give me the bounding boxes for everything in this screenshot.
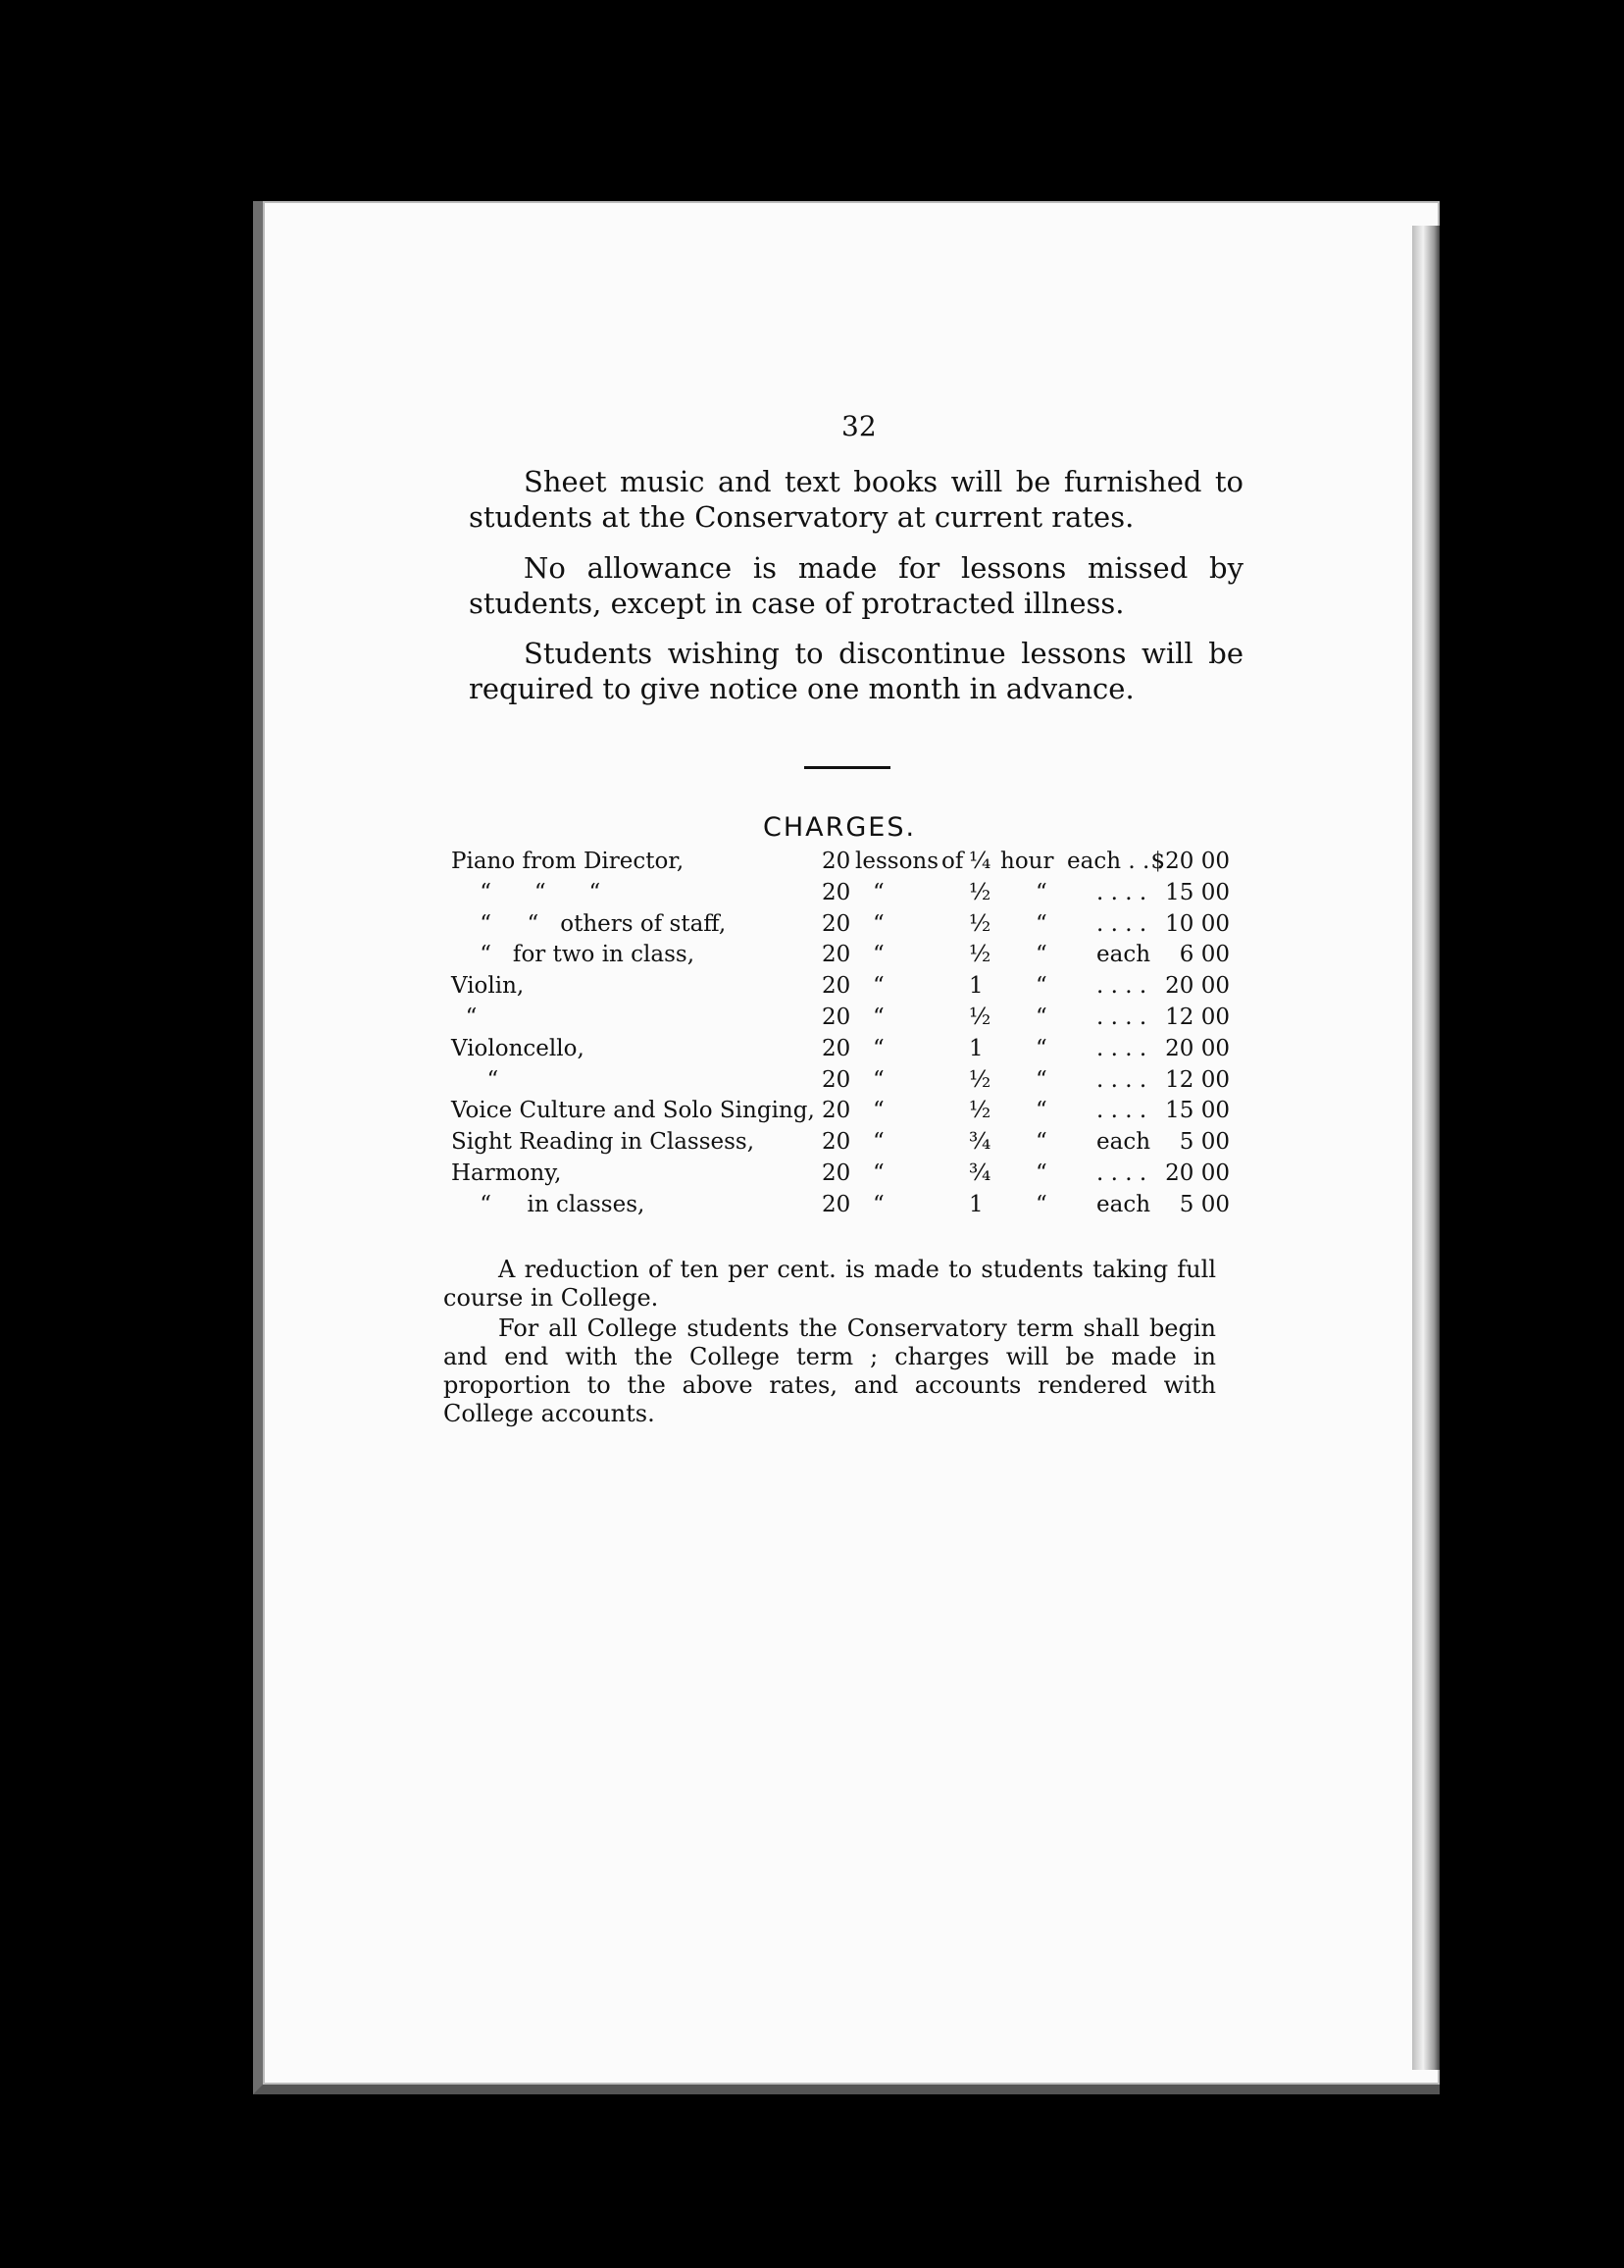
row-label: “ (451, 1066, 499, 1093)
section-divider (804, 766, 890, 769)
row-price: 20 00 (1165, 973, 1230, 1000)
row-unit: “ (873, 1035, 885, 1061)
book-edge (1412, 226, 1440, 2070)
charges-row (451, 880, 1236, 911)
note-reduction: A reduction of ten per cent. is made to students taking full course in College. (443, 1256, 1216, 1312)
row-label: “ “ “ (451, 879, 601, 905)
row-count: 20 (822, 973, 851, 1000)
row-fraction: 1 (969, 1035, 984, 1061)
row-price: 10 00 (1165, 910, 1230, 937)
row-count: 20 (822, 1098, 851, 1124)
row-count: 20 (822, 942, 851, 968)
row-price: 12 00 (1165, 1066, 1230, 1093)
charges-row (451, 1005, 1236, 1036)
row-unit: “ (873, 1098, 885, 1124)
row-unit: “ (873, 942, 885, 968)
row-rate: each (1096, 1191, 1151, 1217)
note-college-term: For all College students the Conservatory term shall begin and end with the College term ; charges will be made in proportion to the above rates, and accounts rendered with College accounts. (443, 1314, 1216, 1427)
row-fraction: ½ (969, 910, 991, 937)
row-hour: “ (1036, 879, 1047, 905)
paragraph-discontinue: Students wishing to discontinue lessons will be required to give notice one month in advance. (469, 637, 1243, 705)
row-rate: . . . . (1096, 1004, 1147, 1030)
row-price: 5 00 (1179, 1129, 1230, 1156)
row-price: 20 00 (1165, 1160, 1230, 1186)
row-label: “ “ others of staff, (451, 910, 727, 937)
row-price: 6 00 (1179, 942, 1230, 968)
row-hour: “ (1036, 1098, 1047, 1124)
row-fraction: ½ (969, 942, 991, 968)
charges-row (451, 911, 1236, 943)
row-price: 12 00 (1165, 1004, 1230, 1030)
row-fraction: ¼ (969, 849, 991, 874)
paragraph-allowance: No allowance is made for lessons missed by students, except in case of protracted illness. (469, 551, 1243, 620)
row-label: Sight Reading in Classess, (451, 1129, 755, 1156)
row-rate: . . . . (1096, 1160, 1147, 1186)
page-number: 32 (841, 410, 877, 442)
row-count: 20 (822, 1004, 851, 1030)
row-label: Voice Culture and Solo Singing, (451, 1098, 815, 1124)
row-rate: each (1096, 942, 1151, 968)
row-rate: each . . . (1067, 849, 1164, 874)
row-rate: . . . . (1096, 1035, 1147, 1061)
row-hour: “ (1036, 1160, 1047, 1186)
row-fraction: ½ (969, 879, 991, 905)
row-price: $20 00 (1150, 849, 1230, 874)
row-price: 15 00 (1165, 1098, 1230, 1124)
row-hour: “ (1036, 942, 1047, 968)
row-hour: “ (1036, 1035, 1047, 1061)
row-rate: . . . . (1096, 1098, 1147, 1124)
row-hour: “ (1036, 1066, 1047, 1093)
row-rate: . . . . (1096, 1066, 1147, 1093)
row-hour: “ (1036, 910, 1047, 937)
charges-row (451, 942, 1236, 973)
row-unit: “ (873, 1160, 885, 1186)
row-hour: “ (1036, 1004, 1047, 1030)
row-rate: . . . . (1096, 879, 1147, 905)
row-hour: “ (1036, 1191, 1047, 1217)
charges-row (451, 1160, 1236, 1192)
row-unit: “ (873, 879, 885, 905)
row-count: 20 (822, 1035, 851, 1061)
row-fraction: 1 (969, 973, 984, 1000)
row-label: “ in classes, (451, 1191, 645, 1217)
row-count: 20 (822, 1191, 851, 1217)
row-label: Harmony, (451, 1160, 562, 1186)
row-unit: “ (873, 1191, 885, 1217)
row-price: 20 00 (1165, 1035, 1230, 1061)
charges-heading: CHARGES. (763, 812, 917, 843)
charges-row (451, 1036, 1236, 1067)
row-label: Violoncello, (451, 1035, 584, 1061)
row-label: Piano from Director, (451, 849, 685, 874)
charges-row (451, 973, 1236, 1005)
charges-table (451, 849, 1236, 1223)
row-hour: “ (1036, 973, 1047, 1000)
row-unit: “ (873, 973, 885, 1000)
charges-row (451, 849, 1236, 880)
row-fraction: 1 (969, 1191, 984, 1217)
row-fraction: ¾ (969, 1160, 991, 1186)
row-unit: “ (873, 910, 885, 937)
row-hour: hour (1000, 849, 1054, 874)
charges-row (451, 1192, 1236, 1223)
row-rate: . . . . (1096, 973, 1147, 1000)
row-price: 15 00 (1165, 879, 1230, 905)
row-label: “ for two in class, (451, 942, 695, 968)
row-rate: . . . . (1096, 910, 1147, 937)
row-unit: “ (873, 1004, 885, 1030)
charges-row (451, 1098, 1236, 1129)
row-count: 20 (822, 879, 851, 905)
row-count: 20 (822, 1066, 851, 1093)
charges-row (451, 1129, 1236, 1160)
row-fraction: ½ (969, 1004, 991, 1030)
row-count: 20 (822, 1129, 851, 1156)
row-unit: “ (873, 1066, 885, 1093)
charges-row (451, 1067, 1236, 1099)
row-fraction: ½ (969, 1066, 991, 1093)
row-rate: each (1096, 1129, 1151, 1156)
row-fraction: ¾ (969, 1129, 991, 1156)
row-unit: “ (873, 1129, 885, 1156)
row-unit: lessons (855, 849, 939, 874)
row-count: 20 (822, 849, 851, 874)
row-count: 20 (822, 910, 851, 937)
row-label: Violin, (451, 973, 525, 1000)
row-fraction: ½ (969, 1098, 991, 1124)
row-of: of (941, 849, 964, 874)
row-label: “ (451, 1004, 478, 1030)
row-price: 5 00 (1179, 1191, 1230, 1217)
row-hour: “ (1036, 1129, 1047, 1156)
paragraph-sheet-music: Sheet music and text books will be furnished to students at the Conservatory at current rates. (469, 465, 1243, 534)
row-count: 20 (822, 1160, 851, 1186)
